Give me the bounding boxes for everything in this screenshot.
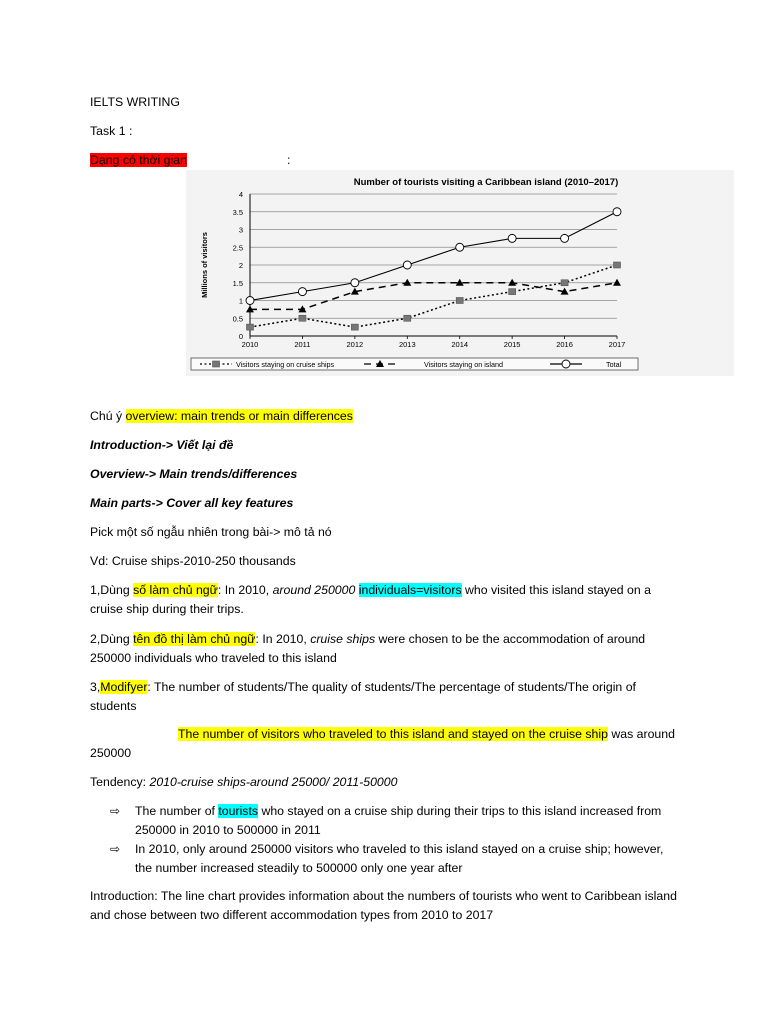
p2-text-a: 2,Dùng <box>90 632 134 646</box>
p2-italic: cruise ships <box>310 632 376 646</box>
x-tick-label: 2016 <box>556 340 573 349</box>
data-point <box>351 324 358 330</box>
data-point <box>403 279 411 286</box>
data-point <box>508 234 516 242</box>
data-point <box>508 279 516 286</box>
section-label-line <box>90 151 680 170</box>
p1-text-d: who visited this island stayed on a cruise ship during their trips. <box>90 583 651 616</box>
data-point <box>561 280 568 286</box>
note-line <box>90 407 680 426</box>
p2-highlight: tên đồ thị làm chủ ngữ <box>133 632 256 646</box>
x-tick-label: 2012 <box>346 340 364 349</box>
arrow-icon: ⇨ <box>110 804 121 818</box>
chart-title: Number of tourists visiting a Caribbean island (2010–2017) <box>353 177 619 188</box>
bullet-item-1 <box>112 802 672 840</box>
data-point <box>404 315 411 321</box>
bullet-item-2 <box>112 840 672 878</box>
p4-text-b: was around 250000 <box>90 727 675 760</box>
legend-label: Visitors staying on cruise ships <box>236 360 335 369</box>
legend-marker <box>562 360 570 368</box>
legend-label: Visitors staying on island <box>424 360 503 369</box>
main-parts-instruction: Main parts-> Cover all key features <box>90 496 294 510</box>
data-point <box>247 324 254 330</box>
p1-italic: around 250000 <box>272 583 356 597</box>
section-colon: : <box>287 153 291 167</box>
pick-line: Pick một số ngẫu nhiên trong bài-> mô tả nó <box>90 525 332 539</box>
y-tick-label: 2.5 <box>232 243 243 253</box>
data-point <box>509 289 516 295</box>
p3-text-a: 3, <box>90 680 101 694</box>
paragraph-3 <box>90 678 680 716</box>
p3-highlight: Modifyer <box>100 680 148 694</box>
data-point <box>614 262 621 268</box>
chart-y-axis-label: Millions of visitors <box>200 232 209 298</box>
b1-text-a: The number of <box>135 804 219 818</box>
y-tick-label: 3.5 <box>232 207 243 217</box>
section-label: Dạng có thời gian <box>90 153 187 167</box>
task-label: Task 1 : <box>90 124 133 138</box>
p1-highlight: số làm chủ ngữ <box>133 583 218 597</box>
p4-highlight: The number of visitors who traveled to this island and stayed on the cruise ship <box>178 727 608 741</box>
x-tick-label: 2017 <box>608 340 626 349</box>
legend-label: Total <box>606 360 622 369</box>
data-point <box>613 279 621 286</box>
legend-marker <box>213 361 220 367</box>
p2-text-c: were chosen to be the accommodation of around 250000 individuals who traveled to this island <box>90 632 646 665</box>
paragraph-1 <box>90 581 680 619</box>
bullet-1-text <box>135 802 672 840</box>
x-tick-label: 2013 <box>398 340 416 349</box>
x-tick-label: 2010 <box>241 340 259 349</box>
y-tick-label: 0 <box>238 332 243 341</box>
paragraph-4 <box>90 725 680 763</box>
data-point <box>613 208 621 216</box>
data-point <box>456 298 463 304</box>
doc-title: IELTS WRITING <box>90 95 180 109</box>
b1-text-b: who stayed on a cruise ship during their trips to this island increased from 250000 in 2010 to 500000 in 2011 <box>135 804 662 837</box>
overview-instruction: Overview-> Main trends/differences <box>90 467 298 481</box>
p1-text-a: 1,Dùng <box>90 583 134 597</box>
x-tick-label: 2015 <box>503 340 521 349</box>
vd-line: Vd: Cruise ships-2010-250 thousands <box>90 554 296 568</box>
data-point <box>351 279 359 287</box>
p1-highlight-cyan: individuals=visitors <box>358 583 462 597</box>
b1-highlight-cyan: tourists <box>218 804 259 818</box>
y-tick-label: 1.5 <box>232 278 243 288</box>
data-point <box>561 234 569 242</box>
note-prefix: Chú ý <box>90 409 126 423</box>
y-tick-label: 1 <box>238 296 243 306</box>
tendency-italic: 2010-cruise ships-around 25000/ 2011-50000 <box>149 775 398 789</box>
chart-svg <box>186 170 734 376</box>
arrow-icon: ⇨ <box>110 842 121 856</box>
data-point <box>246 297 254 305</box>
x-tick-label: 2014 <box>451 340 469 349</box>
data-point <box>403 261 411 269</box>
y-tick-label: 2 <box>238 261 243 270</box>
note-highlight: overview: main trends or main differences <box>125 409 353 423</box>
introduction-paragraph: Introduction: The line chart provides information about the numbers of tourists who went to Caribbean island and chose between two different accommodation types from 2010 to 2017 <box>90 889 677 922</box>
paragraph-2 <box>90 630 680 668</box>
data-point <box>456 243 464 251</box>
x-tick-label: 2011 <box>294 340 311 349</box>
y-tick-label: 0.5 <box>232 314 243 324</box>
bullet-2-text: In 2010, only around 250000 visitors who traveled to this island stayed on a cruise ship; however, the number increased steadily to 500000 only one year after <box>135 842 664 875</box>
tendency-label: Tendency: <box>90 775 150 789</box>
data-point <box>299 315 306 321</box>
y-tick-label: 4 <box>238 190 243 199</box>
tendency-line <box>90 773 680 792</box>
series-line-1 <box>250 283 617 310</box>
data-point <box>298 288 306 296</box>
series-line-2 <box>250 212 617 301</box>
y-tick-label: 3 <box>238 225 243 235</box>
p2-text-b: : In 2010, <box>255 632 311 646</box>
line-chart <box>186 170 734 376</box>
p3-text-b: : The number of students/The quality of students/The percentage of students/The origin of students <box>90 680 636 713</box>
p1-text-b: : In 2010, <box>217 583 273 597</box>
intro-instruction: Introduction-> Viết lại đề <box>90 438 234 452</box>
